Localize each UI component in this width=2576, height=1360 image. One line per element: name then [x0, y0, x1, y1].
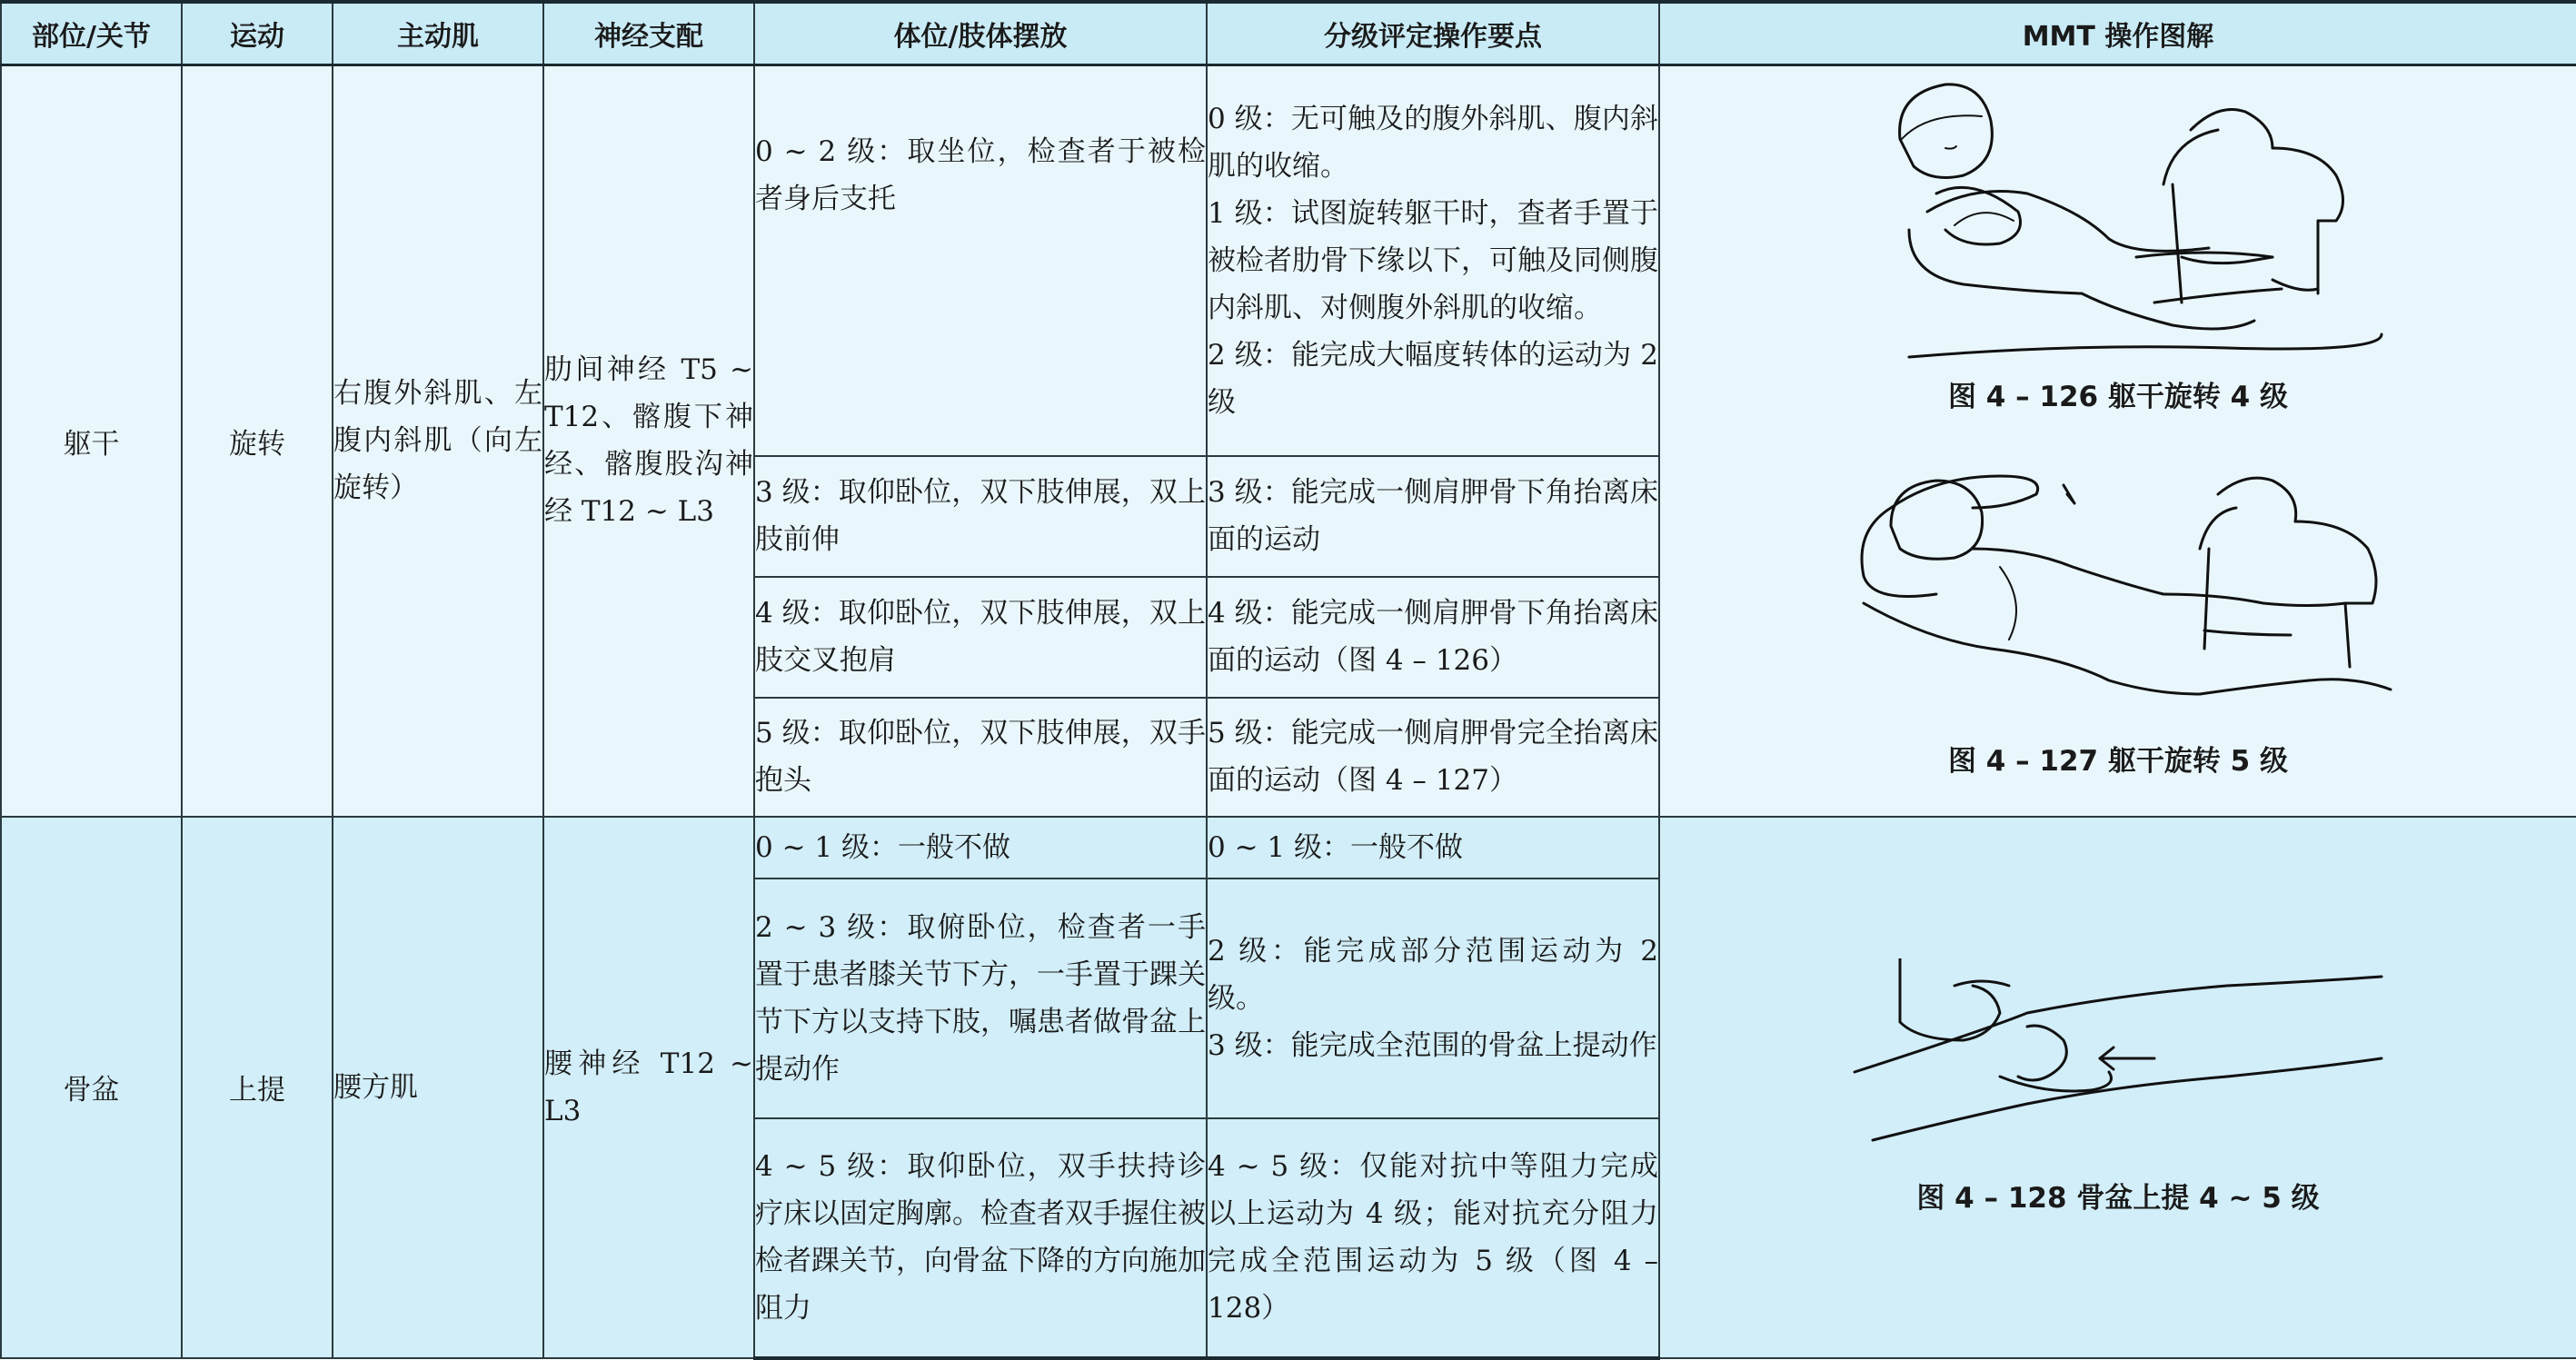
criteria-cell: 4 级：能完成一侧肩胛骨下角抬离床面的运动（图 4 – 126） — [1207, 577, 1659, 698]
criteria-line: 2 级：能完成部分范围运动为 2 级。 — [1208, 934, 1658, 1015]
col-header-nerve: 神经支配 — [543, 2, 754, 65]
supine-arms-crossed-illustration — [1845, 75, 2391, 366]
criteria-cell: 3 级：能完成一侧肩胛骨下角抬离床面的运动 — [1207, 456, 1659, 577]
muscle-cell: 腰方肌 — [333, 817, 543, 1358]
position-cell: 0 ~ 2 级：取坐位，检查者于被检者身后支托 — [754, 65, 1207, 456]
figure-caption: 图 4 – 126 躯干旋转 4 级 — [1947, 381, 2289, 413]
criteria-line: 2 级：能完成大幅度转体的运动为 2 级 — [1208, 338, 1658, 419]
criteria-cell — [1207, 879, 1659, 1118]
motion-cell: 上提 — [182, 817, 333, 1358]
col-header-position: 体位/肢体摆放 — [754, 2, 1207, 65]
header-row — [1, 2, 2576, 65]
position-cell: 3 级：取仰卧位，双下肢伸展，双上肢前伸 — [754, 456, 1207, 577]
criteria-cell: 5 级：能完成一侧肩胛骨完全抬离床面的运动（图 4 – 127） — [1207, 698, 1659, 817]
figure-4-126 — [1660, 75, 2576, 414]
figure-caption: 图 4 – 127 躯干旋转 5 级 — [1947, 745, 2289, 778]
position-cell: 0 ~ 1 级：一般不做 — [754, 817, 1207, 879]
criteria-cell — [1207, 65, 1659, 456]
col-header-muscle: 主动肌 — [333, 2, 543, 65]
col-header-part: 部位/关节 — [1, 2, 182, 65]
figure-4-128 — [1660, 958, 2576, 1216]
col-header-illustration: MMT 操作图解 — [1659, 2, 2576, 65]
part-cell: 骨盆 — [1, 817, 182, 1358]
illustration-cell-trunk — [1659, 65, 2576, 817]
supine-hands-behind-head-illustration — [1836, 458, 2400, 730]
position-cell: 5 级：取仰卧位，双下肢伸展，双手抱头 — [754, 698, 1207, 817]
illustration-cell-pelvis — [1659, 817, 2576, 1358]
trunk-section — [1, 65, 2576, 817]
nerve-cell: 肋间神经 T5 ~ T12、髂腹下神经、髂腹股沟神经 T12 ~ L3 — [543, 65, 754, 817]
table-row — [1, 65, 2576, 456]
nerve-cell: 腰神经 T12 ~ L3 — [543, 817, 754, 1358]
position-cell: 2 ~ 3 级：取俯卧位，检查者一手置于患者膝关节下方，一手置于踝关节下方以支持下肢，嘱患者做骨盆上提动作 — [754, 879, 1207, 1118]
criteria-line: 3 级：能完成全范围的骨盆上提动作 — [1208, 1028, 1657, 1062]
muscle-cell: 右腹外斜肌、左腹内斜肌（向左旋转） — [333, 65, 543, 817]
position-cell: 4 级：取仰卧位，双下肢伸展，双上肢交叉抱肩 — [754, 577, 1207, 698]
position-cell: 4 ~ 5 级：取仰卧位，双手扶持诊疗床以固定胸廓。检查者双手握住被检者踝关节，向骨盆下降的方向施加阻力 — [754, 1118, 1207, 1358]
part-cell: 躯干 — [1, 65, 182, 817]
criteria-cell: 4 ~ 5 级：仅能对抗中等阻力完成以上运动为 4 级；能对抗充分阻力完成全范围运动为 5 级（图 4 – 128） — [1207, 1118, 1659, 1358]
table-row — [1, 817, 2576, 879]
col-header-motion: 运动 — [182, 2, 333, 65]
col-header-criteria: 分级评定操作要点 — [1207, 2, 1659, 65]
criteria-line: 0 级：无可触及的腹外斜肌、腹内斜肌的收缩。 — [1208, 102, 1658, 183]
figure-4-127 — [1660, 458, 2576, 779]
ankle-grip-resistance-illustration — [1845, 958, 2391, 1167]
motion-cell: 旋转 — [182, 65, 333, 817]
criteria-line: 1 级：试图旋转躯干时，查者手置于被检者肋骨下缘以下，可触及同侧腹内斜肌、对侧腹外斜肌的收缩。 — [1208, 196, 1658, 324]
pelvis-section — [1, 817, 2576, 1358]
figure-caption: 图 4 – 128 骨盆上提 4 ~ 5 级 — [1916, 1182, 2320, 1215]
criteria-cell: 0 ~ 1 级：一般不做 — [1207, 817, 1659, 879]
